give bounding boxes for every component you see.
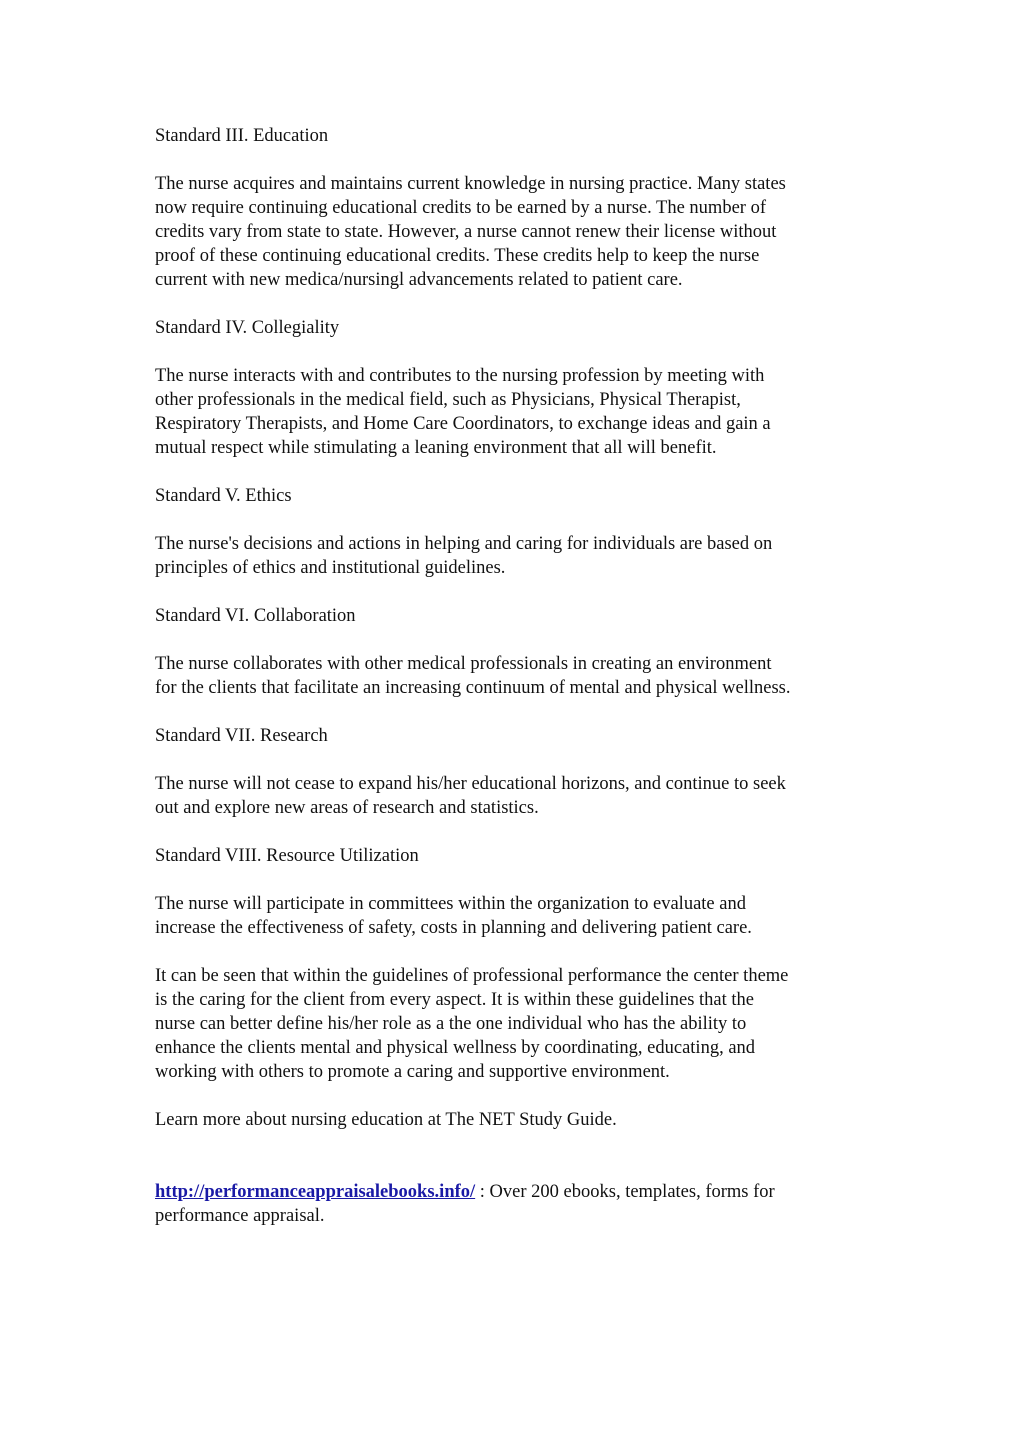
section-ethics (155, 484, 875, 580)
paragraph-line: The nurse will participate in committees within the organization to evaluate and (155, 894, 746, 914)
paragraph-line: other professionals in the medical field, such as Physicians, Physical Therapist, (155, 390, 741, 410)
footer-line (155, 1180, 875, 1204)
paragraph-line: Respiratory Therapists, and Home Care Coordinators, to exchange ideas and gain a (155, 414, 771, 434)
section-resource-utilization (155, 844, 875, 940)
section-paragraph (155, 892, 875, 940)
section-education (155, 124, 875, 292)
learn-more-text: Learn more about nursing education at The NET Study Guide. (155, 1110, 617, 1130)
footer-promo (155, 1180, 875, 1228)
paragraph-line: current with new medica/nursingl advancements related to patient care. (155, 270, 683, 290)
paragraph-line: The nurse acquires and maintains current knowledge in nursing practice. Many states (155, 174, 786, 194)
section-heading: Standard V. Ethics (155, 486, 292, 506)
footer-line: performance appraisal. (155, 1206, 325, 1226)
performance-appraisal-link[interactable]: http://performanceappraisalebooks.info/ (155, 1182, 476, 1202)
paragraph-line: principles of ethics and institutional guidelines. (155, 558, 506, 578)
section-heading: Standard III. Education (155, 126, 329, 146)
section-collaboration (155, 604, 875, 700)
paragraph-line: The nurse collaborates with other medical professionals in creating an environment (155, 654, 772, 674)
section-paragraph (155, 532, 875, 580)
paragraph-line: working with others to promote a caring and supportive environment. (155, 1062, 670, 1082)
paragraph-line: The nurse will not cease to expand his/her educational horizons, and continue to seek (155, 774, 786, 794)
paragraph-line: The nurse interacts with and contributes to the nursing profession by meeting with (155, 366, 765, 386)
section-heading: Standard VI. Collaboration (155, 606, 356, 626)
section-paragraph (155, 652, 875, 700)
section-heading: Standard VIII. Resource Utilization (155, 846, 419, 866)
section-collegiality (155, 316, 875, 460)
section-paragraph (155, 772, 875, 820)
section-heading: Standard IV. Collegiality (155, 318, 340, 338)
paragraph-line: The nurse's decisions and actions in helping and caring for individuals are based on (155, 534, 773, 554)
paragraph-line: out and explore new areas of research and statistics. (155, 798, 539, 818)
footer-link-suffix: : Over 200 ebooks, templates, forms for (475, 1182, 775, 1202)
section-heading: Standard VII. Research (155, 726, 328, 746)
section-paragraph (155, 364, 875, 460)
paragraph-line: enhance the clients mental and physical wellness by coordinating, educating, and (155, 1038, 756, 1058)
paragraph-line: increase the effectiveness of safety, costs in planning and delivering patient care. (155, 918, 752, 938)
paragraph-line: proof of these continuing educational credits. These credits help to keep the nurse (155, 246, 760, 266)
section-paragraph (155, 172, 875, 292)
paragraph-line: nurse can better define his/her role as a the one individual who has the ability to (155, 1014, 747, 1034)
paragraph-line: is the caring for the client from every aspect. It is within these guidelines that the (155, 990, 755, 1010)
paragraph-line: now require continuing educational credits to be earned by a nurse. The number of (155, 198, 766, 218)
section-research (155, 724, 875, 820)
paragraph-line: for the clients that facilitate an increasing continuum of mental and physical wellness. (155, 678, 791, 698)
paragraph-line: credits vary from state to state. However, a nurse cannot renew their license without (155, 222, 777, 242)
conclusion-paragraph (155, 964, 875, 1084)
paragraph-line: It can be seen that within the guidelines of professional performance the center theme (155, 966, 789, 986)
paragraph-line: mutual respect while stimulating a leaning environment that all will benefit. (155, 438, 717, 458)
document-page (155, 124, 875, 1228)
